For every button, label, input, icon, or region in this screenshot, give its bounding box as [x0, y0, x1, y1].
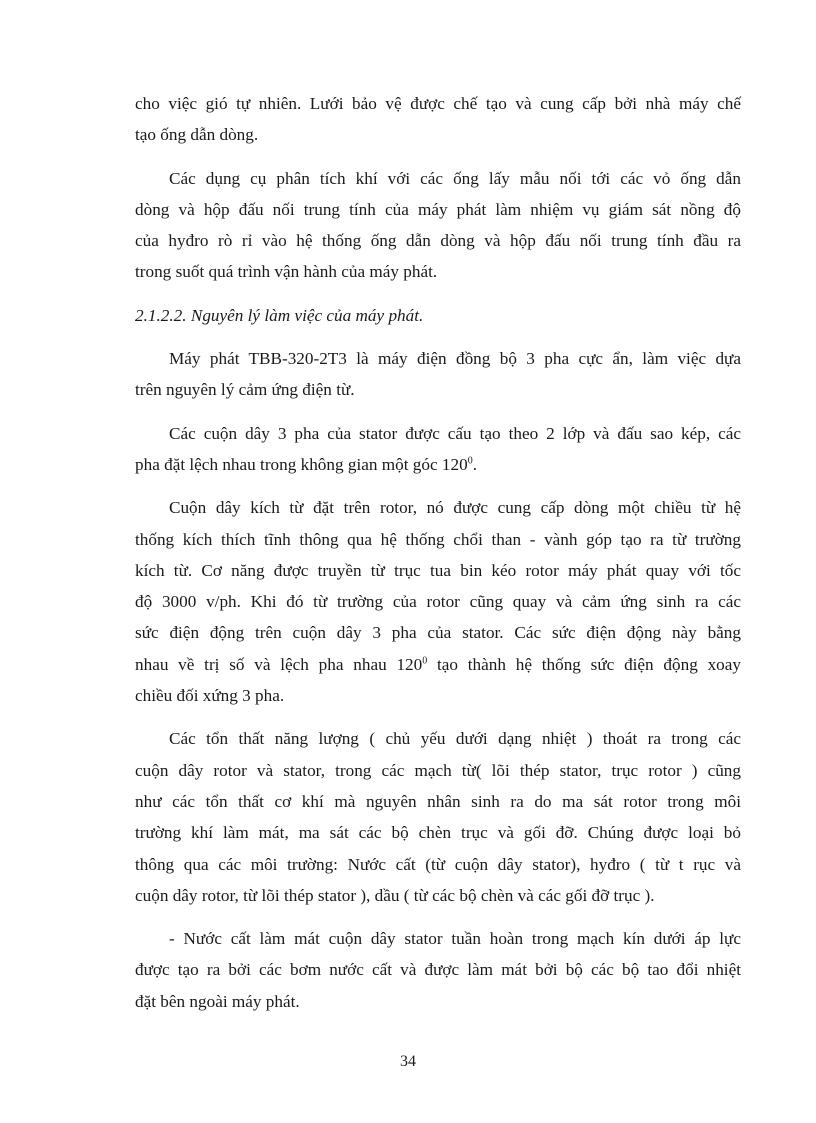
paragraph-7 — [135, 923, 741, 1017]
text-line: thống kích thích tĩnh thông qua hệ thống chổi than - vành góp tạo ra từ trường — [135, 529, 741, 549]
text-line: sức điện động trên cuộn dây 3 pha của stator. Các sức điện động này bằng — [135, 623, 741, 643]
page-number: 34 — [400, 1053, 416, 1070]
paragraph-2 — [135, 163, 741, 288]
text-line: như các tổn thất cơ khí mà nguyên nhân sinh ra do ma sát rotor trong môi — [135, 791, 741, 811]
paragraph-5 — [135, 492, 741, 711]
text-fragment: tạo thành hệ thống sức điện động xoay — [427, 654, 741, 674]
text-line — [135, 449, 741, 480]
text-line — [135, 649, 741, 680]
paragraph-1 — [135, 88, 741, 151]
text-line: tạo ống dẫn dòng. — [135, 125, 259, 145]
degree-superscript: 0 — [467, 455, 473, 467]
text-line: trường khí làm mát, ma sát các bộ chèn trục và gối đỡ. Chúng được loại bỏ — [135, 823, 741, 843]
degree-superscript: 0 — [422, 655, 428, 667]
text-fragment: . — [472, 454, 477, 474]
document-body — [135, 88, 741, 1017]
text-line: cho việc gió tự nhiên. Lưới bảo vệ được chế tạo và cung cấp bởi nhà máy chế — [135, 94, 741, 113]
text-line: đặt bên ngoài máy phát. — [135, 991, 300, 1011]
paragraph-6 — [135, 723, 741, 911]
text-line: trên nguyên lý cảm ứng điện từ. — [135, 380, 355, 400]
text-line: Cuộn dây kích từ đặt trên rotor, nó được cung cấp dòng một chiều từ hệ — [169, 498, 741, 518]
text-line: chiều đối xứng 3 pha. — [135, 686, 285, 706]
text-line: cuộn dây rotor, từ lõi thép stator ), dầu ( từ các bộ chèn và các gối đỡ trục ). — [135, 885, 655, 905]
text-line: Các cuộn dây 3 pha của stator được cấu tạo theo 2 lớp và đấu sao kép, các — [169, 423, 741, 443]
paragraph-3 — [135, 343, 741, 406]
section-heading: 2.1.2.2. Nguyên lý làm việc của máy phát. — [135, 305, 424, 325]
text-line: của hyđro rò rỉ vào hệ thống ống dẫn dòng và hộp đấu nối trung tính đầu ra — [135, 231, 741, 251]
text-fragment: nhau về trị số và lệch pha nhau 120 — [135, 654, 423, 674]
text-line: Máy phát TBB-320-2T3 là máy điện đồng bộ 3 pha cực ẩn, làm việc dựa — [169, 349, 741, 369]
text-line: độ 3000 v/ph. Khi đó từ trường của rotor cũng quay và cảm ứng sinh ra các — [135, 592, 741, 612]
text-line: dòng và hộp đấu nối trung tính của máy phát làm nhiệm vụ giám sát nồng độ — [135, 199, 741, 219]
text-line: trong suốt quá trình vận hành của máy phát. — [135, 262, 438, 282]
text-line: - Nước cất làm mát cuộn dây stator tuần hoàn trong mạch kín dưới áp lực — [169, 929, 741, 949]
paragraph-4 — [135, 418, 741, 481]
text-line: được tạo ra bởi các bơm nước cất và được làm mát bởi bộ các bộ tao đổi nhiệt — [135, 960, 741, 980]
text-line: cuộn dây rotor và stator, trong các mạch từ( lõi thép stator, trục rotor ) cũng — [135, 760, 741, 780]
text-line: Các tổn thất năng lượng ( chủ yếu dưới dạng nhiệt ) thoát ra trong các — [169, 729, 741, 749]
text-line: Các dụng cụ phân tích khí với các ống lấy mẫu nối tới các vỏ ống dẫn — [169, 168, 741, 188]
text-line: kích từ. Cơ năng được truyền từ trục tua bin kéo rotor máy phát quay với tốc — [135, 560, 741, 580]
text-fragment: pha đặt lệch nhau trong không gian một góc 120 — [135, 454, 468, 474]
text-line: thông qua các môi trường: Nước cất (từ cuộn dây stator), hyđro ( từ t rục và — [135, 854, 741, 874]
